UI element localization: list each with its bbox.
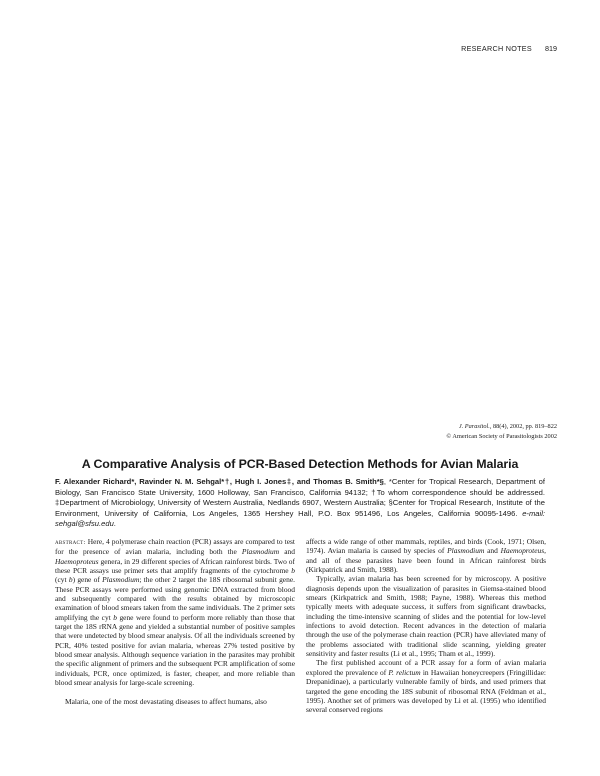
author-separator: , and xyxy=(291,477,314,486)
body-text: affects a wide range of other mammals, reptiles, and birds (Cook, 1971; Olsen, 1974). Avian malaria is caused by species of xyxy=(306,537,546,556)
contact-email[interactable]: sehgal@sfsu.edu xyxy=(55,519,114,529)
genus-name: Plasmodium xyxy=(447,546,485,556)
abstract-text: ; the other 2 target the 18S ribosomal subunit gene. These PCR assays were performed using genomic DNA extracted from blood and subsequently compared with the results obtained by microscopic examination of blood smears taken from the same individuals. The 2 primer sets amplifying the cyt xyxy=(55,575,295,622)
species-name: P. relictum xyxy=(388,667,421,677)
abstract-label: abstract: xyxy=(55,539,86,546)
copyright-line: © American Society of Parasitologists 2002 xyxy=(446,432,557,440)
left-column xyxy=(55,537,295,706)
abstract xyxy=(55,537,295,688)
abstract-text: Here, 4 polymerase chain reaction (PCR) assays are compared to test for the presence of avian malaria, including both the xyxy=(55,537,295,557)
citation-line xyxy=(446,422,557,432)
article-title: A Comparative Analysis of PCR-Based Detection Methods for Avian Malaria xyxy=(81,457,519,471)
genus-name: Plasmodium xyxy=(241,547,280,557)
gene-name: b xyxy=(113,612,117,622)
author-jones: Hugh I. Jones‡ xyxy=(234,477,292,486)
genus-name: Plasmodium xyxy=(102,575,140,585)
authors-affiliations xyxy=(55,477,545,530)
body-paragraph-1: Malaria, one of the most devastating diseases to affect humans, also xyxy=(65,696,267,706)
affiliations: , *Center for Tropical Research, Department of Biology, San Francisco State University, 1600 Holloway, San Francisco, California 94132; †To whom correspondence should be addressed. ‡Department of Microbiology, University of Western Australia, Nedlands 6907, Western Australia; §Center for Tropical Research, Institute of the Environment, University of California, Los Angeles, 1365 Hershey Hall, P.O. Box 951496, Los Angeles, California 90095-1496. xyxy=(55,477,545,518)
author-separator: , xyxy=(229,477,235,486)
page-number: 819 xyxy=(545,44,557,53)
body-paragraph-2: Typically, avian malaria has been screened for by microscopy. A positive diagnosis depends upon the visualization of parasites in Giemsa-stained blood smears (Kirkpatrick and Smith, 1988; Payne, 1988). Whereas this method typically meets with adequate success, it suffers from significant drawbacks, including the time-intensive scanning of slides and the potential for low-level infections to avoid detection. Recent advances in the detection of malaria through the use of the polymerase chain reaction (PCR) have alleviated many of the problems associated with traditional slide scanning, yielding greater sensitivity and faster results (Li et al., 1995; Tham et al., 1999). xyxy=(306,574,546,659)
abstract-text: (cyt xyxy=(55,575,69,585)
citation-block xyxy=(446,422,557,441)
email-label: e-mail: xyxy=(522,508,545,518)
body-text: and xyxy=(484,546,501,556)
genus-name: Haemoproteus xyxy=(500,546,545,556)
right-column xyxy=(306,537,546,715)
body-text: in Hawaiian honeycreepers (Fringillidae: Drepanidinae), a particularly vulnerable family of birds, and used primers that targeted the gene encoding the 18S subunit of ribosomal RNA (Feldman et al., 1995). Another set of primers was developed by Li et al. (1995) who identified several conserved regions xyxy=(306,667,546,715)
abstract-text: ) gene of xyxy=(72,575,103,585)
gene-name: b xyxy=(291,566,295,576)
author-separator: , xyxy=(134,477,140,486)
body-text: , and all of these parasites have been found in African rainforest birds (Kirkpatrick and Smith, 1988). xyxy=(306,546,546,575)
genus-name: Haemoproteus xyxy=(55,556,99,566)
author-smith: Thomas B. Smith*§ xyxy=(313,477,384,486)
body-paragraph-1-continued xyxy=(306,537,546,574)
abstract-text: gene were found to perform more reliably than those that target the 18S rRNA gene and yielded a substantial number of positive samples that were undetected by blood smear analysis. Of all the individuals screened by PCR, 40% tested positive for avian malaria, whereas 27% tested positive by blood smear analysis. Although sequence variation in the parasites may prohibit the specific alignment of primers and the subsequent PCR amplification of some individuals, PCR, once optimized, is faster, cheaper, and more reliable than blood smear analysis for large-scale screening. xyxy=(55,612,295,688)
author-sehgal: Ravinder N. M. Sehgal*† xyxy=(139,477,230,486)
abstract-text: genera, in 29 different species of African rainforest birds. Two of these PCR assays use primer sets that amplify fragments of the cytochrome xyxy=(55,556,295,576)
paragraph-gap xyxy=(55,688,295,697)
abstract-text: and xyxy=(279,547,295,557)
body-text: The first published account of a PCR assay for a form of avian malaria explored the prevalence of xyxy=(306,658,546,677)
running-title: RESEARCH NOTES xyxy=(461,44,532,53)
journal-name: J. Parasitol. xyxy=(458,423,490,430)
gene-name: b xyxy=(68,575,73,585)
email-period: . xyxy=(113,519,116,529)
volume-info: , 88(4), 2002, pp. 819–822 xyxy=(489,423,557,430)
author-richard: F. Alexander Richard* xyxy=(55,477,135,486)
body-paragraph-3 xyxy=(306,658,546,714)
